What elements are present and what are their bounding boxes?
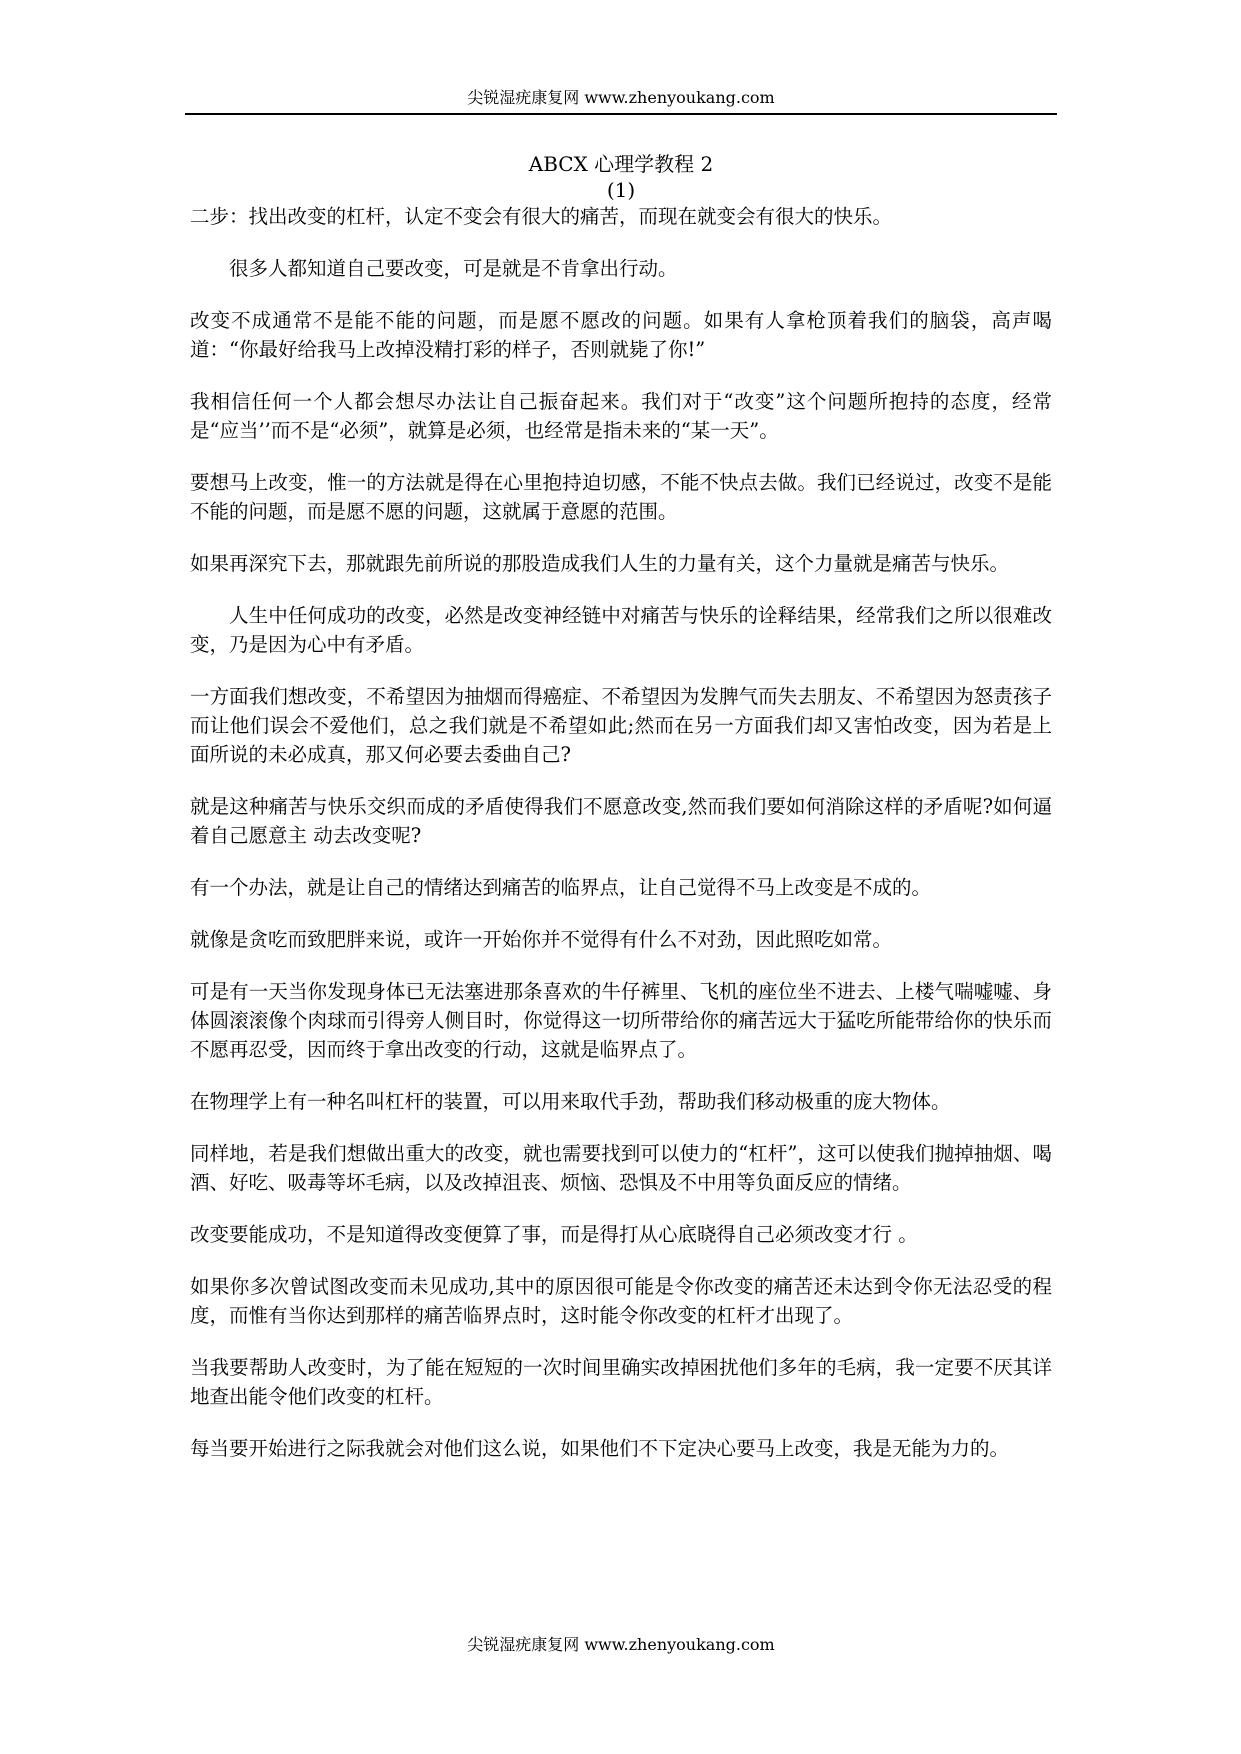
paragraph: 每当要开始进行之际我就会对他们这么说，如果他们不下定决心要马上改变，我是无能为力的。 xyxy=(190,1437,1010,1460)
paragraph: 在物理学上有一种名叫杠杆的装置，可以用来取代手劲，帮助我们移动极重的庞大物体。 xyxy=(190,1090,951,1113)
document-subtitle: (1) xyxy=(606,178,636,202)
paragraph: 一方面我们想改变，不希望因为抽烟而得癌症、不希望因为发脾气而失去朋友、不希望因为怒责孩子而让他们误会不爱他们，总之我们就是不希望如此;然而在另一方面我们却又害怕改变，因为若是上面所说的未必成真，那又何必要去委曲自己? xyxy=(190,685,1052,766)
paragraph: 很多人都知道自己要改变，可是就是不肯拿出行动。 xyxy=(229,257,678,280)
paragraph: 就是这种痛苦与快乐交织而成的矛盾使得我们不愿意改变,然而我们要如何消除这样的矛盾呢?如何逼着自己愿意主 动去改变呢? xyxy=(190,795,1052,847)
page-footer: 尖锐湿疣康复网 www.zhenyoukang.com xyxy=(467,1635,775,1654)
paragraph: 当我要帮助人改变时，为了能在短短的一次时间里确实改掉困扰他们多年的毛病，我一定要不厌其详地查出能令他们改变的杠杆。 xyxy=(190,1356,1052,1408)
paragraph: 改变要能成功，不是知道得改变便算了事，而是得打从心底晓得自己必须改变才行 。 xyxy=(190,1223,918,1246)
paragraph: 二步：找出改变的杠杆，认定不变会有很大的痛苦，而现在就变会有很大的快乐。 xyxy=(190,205,893,228)
paragraph: 同样地，若是我们想做出重大的改变，就也需要找到可以使力的“杠杆”，这可以使我们抛掉抽烟、喝酒、好吃、吸毒等坏毛病，以及改掉沮丧、烦恼、恐惧及不中用等负面反应的情绪。 xyxy=(190,1142,1052,1194)
paragraph: 要想马上改变，惟一的方法就是得在心里抱持迫切感，不能不快点去做。我们已经说过，改变不是能不能的问题，而是愿不愿的问题，这就属于意愿的范围。 xyxy=(190,471,1052,523)
document-body xyxy=(190,202,1052,1486)
paragraph: 改变不成通常不是能不能的问题，而是愿不愿改的问题。如果有人拿枪顶着我们的脑袋，高声喝道：“你最好给我马上改掉没精打彩的样子，否则就毙了你!” xyxy=(190,309,1052,361)
paragraph: 可是有一天当你发现身体已无法塞进那条喜欢的牛仔裤里、飞机的座位坐不进去、上楼气喘嘘嘘、身体圆滚滚像个肉球而引得旁人侧目时，你觉得这一切所带给你的痛苦远大于猛吃所能带给你的快乐而不愿再忍受，因而终于拿出改变的行动，这就是临界点了。 xyxy=(190,980,1052,1061)
paragraph: 就像是贪吃而致肥胖来说，或许一开始你并不觉得有什么不对劲，因此照吃如常。 xyxy=(190,928,893,951)
paragraph: 如果你多次曾试图改变而未见成功,其中的原因很可能是令你改变的痛苦还未达到令你无法忍受的程度，而惟有当你达到那样的痛苦临界点时，这时能令你改变的杠杆才出现了。 xyxy=(190,1275,1052,1327)
header-divider xyxy=(185,113,1057,115)
paragraph: 我相信任何一个人都会想尽办法让自己振奋起来。我们对于“改变”这个问题所抱持的态度，经常是“应当’’而不是“必须”，就算是必须，也经常是指未来的“某一天”。 xyxy=(190,390,1052,442)
paragraph: 有一个办法，就是让自己的情绪达到痛苦的临界点，让自己觉得不马上改变是不成的。 xyxy=(190,876,932,899)
paragraph: 人生中任何成功的改变，必然是改变神经链中对痛苦与快乐的诠释结果，经常我们之所以很难改变，乃是因为心中有矛盾。 xyxy=(190,604,1052,656)
paragraph: 如果再深究下去，那就跟先前所说的那股造成我们人生的力量有关，这个力量就是痛苦与快乐。 xyxy=(190,552,1010,575)
page-header: 尖锐湿疣康复网 www.zhenyoukang.com xyxy=(467,88,775,107)
document-title: ABCX 心理学教程 2 xyxy=(528,152,714,176)
